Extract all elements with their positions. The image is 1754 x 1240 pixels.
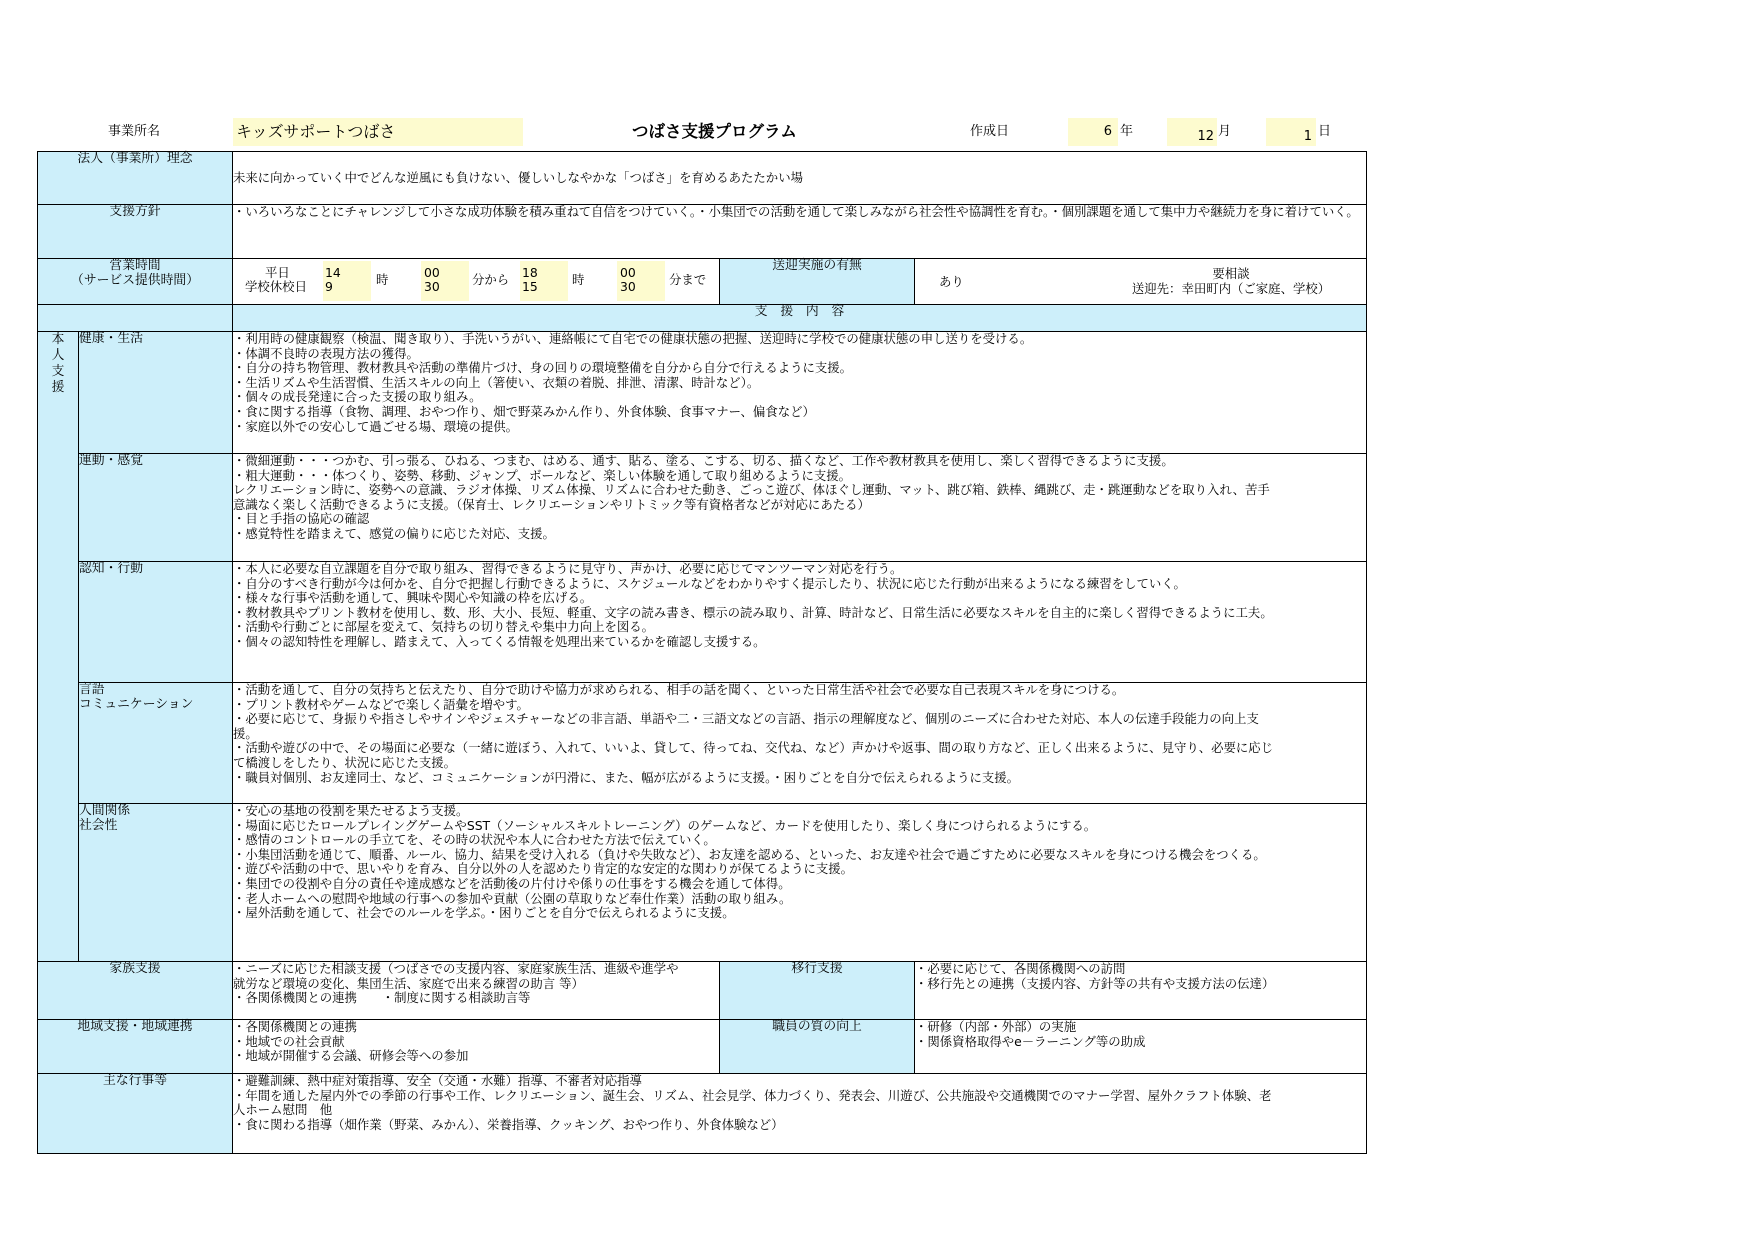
- text-line: ・感覚特性を踏まえて、感覚の偏りに応じた対応、支援。: [233, 525, 555, 541]
- text-line: ・移行先との連携（支援内容、方針等の共有や支援方法の伝達）: [915, 975, 1275, 991]
- text-line: 援。: [233, 725, 258, 741]
- hours-cell: [233, 259, 720, 305]
- transport-note1: 要相談: [1212, 265, 1250, 281]
- category-motor-text: [233, 454, 1367, 562]
- category-row: [38, 804, 1367, 962]
- events-label: 主な行事等: [38, 1074, 233, 1154]
- text-line: ・プリント教材やゲームなどで楽しく語彙を増やす。: [233, 696, 529, 712]
- category-name: 認知・行動: [79, 561, 143, 576]
- text-line: ・年間を通した屋内外での季節の行事や工作、レクリエーション、誕生会、リズム、社会見学、体力づくり、発表会、川遊び、公共施設や交通機関でのマナー学習、屋外クラフト体験、老: [233, 1087, 1272, 1103]
- philosophy-text: 未来に向かっていく中でどんな逆風にも負けない、優しいしなやかな「つばさ」を育めるあたたかい場: [233, 152, 1367, 205]
- category-row: [38, 332, 1367, 454]
- text-line: ・研修（内部・外部）の実施: [915, 1019, 1077, 1034]
- hours-label-line2: （サービス提供時間）: [71, 272, 199, 288]
- office-name: キッズサポートつばさ: [233, 118, 523, 146]
- category-social-text: [233, 804, 1367, 962]
- community-text: [233, 1020, 720, 1074]
- text-line: ・体調不良時の表現方法の獲得。: [233, 345, 419, 361]
- category-name: 健康・生活: [79, 331, 143, 346]
- category-cognition-label: [79, 562, 233, 683]
- holiday-end-min: 30: [620, 279, 636, 294]
- policy-text: ・いろいろなことにチャレンジして小さな成功体験を積み重ねて自信をつけていく。・小集団での活動を通して楽しみながら社会性や協調性を育む。・個別課題を通して集中力や継続力を身に着けていく。: [233, 205, 1367, 259]
- category-name: 運動・感覚: [79, 453, 143, 468]
- transport-value: あり: [939, 273, 964, 289]
- text-line: ・様々な行事や活動を通して、興味や関心や知識の枠を広げる。: [233, 590, 593, 606]
- family-text: [233, 962, 720, 1020]
- category-name: コミュニケーション: [79, 696, 194, 712]
- program-title: つばさ支援プログラム: [632, 122, 797, 141]
- category-language-label: [79, 683, 233, 804]
- category-name: 人間関係: [79, 803, 131, 818]
- holiday-start-hour: 9: [325, 279, 333, 294]
- text-line: レクリエーション時に、姿勢への意識、ラジオ体操、リズム体操、リズムに合わせた動き、ごっこ遊び、体ほぐし運動、マット、跳び箱、鉄棒、縄跳び、走・跳運動などを取り入れ、苦手: [233, 482, 1270, 498]
- support-program-table: [37, 151, 1367, 1154]
- text-line: ・食に関する指導（食物、調理、おやつ作り、畑で野菜みかん作り、外食体験、食事マナー、偏食など）: [233, 403, 815, 419]
- day-unit: 日: [1318, 124, 1332, 139]
- holiday-label: 学校休校日: [245, 279, 307, 294]
- text-line: ・必要に応じて、身振りや指さしやサインやジェスチャーなどの非言語、単語や二・三語文などの言語、指示の理解度など、個別のニーズに合わせた対応、本人の伝達手段能力の向上支: [233, 711, 1259, 727]
- text-line: ・集団での役割や自分の責任や達成感などを活動後の片付けや係りの仕事をする機会を通して体得。: [233, 875, 791, 891]
- category-row: [38, 454, 1367, 562]
- text-line: ・地域での社会貢献: [233, 1033, 345, 1049]
- self-support-char: 本: [51, 332, 65, 347]
- text-line: ・小集団活動を通じて、順番、ルール、協力、結果を受け入れる（負けや失敗など）、お友達を認める、といった、お友達や社会で過ごすために必要なスキルを身につける機会をつくる。: [233, 846, 1266, 862]
- category-name: 社会性: [79, 817, 118, 833]
- text-line: 人ホーム慰問 他: [233, 1102, 333, 1118]
- philosophy-row: [38, 152, 1367, 205]
- text-line: ・粗大運動・・・体つくり、姿勢、移動、ジャンプ、ボールなど、楽しい体験を通して取り組めるように支援。: [233, 467, 852, 483]
- date-label: 作成日: [970, 124, 1010, 139]
- text-line: ・安心の基地の役割を果たせるよう支援。: [233, 803, 469, 818]
- text-line: ・場面に応じたロールプレイングゲームやSST（ソーシャルスキルトレーニング）のゲームなど、カードを使用したり、楽しく身につけられるようにする。: [233, 817, 1097, 833]
- staff-label: 職員の質の向上: [720, 1020, 915, 1074]
- category-health-label: [79, 332, 233, 454]
- transport-cell: [915, 259, 1367, 305]
- self-support-char: 援: [51, 380, 65, 395]
- month-unit: 月: [1218, 124, 1232, 139]
- weekday-label: 平日: [265, 265, 290, 280]
- text-line: ・活動を通して、自分の気持ちと伝えたり、自分で助けや協力が求められる、相手の話を聞く、といった日常生活や社会で必要な自己表現スキルを身につける。: [233, 682, 1125, 697]
- weekday-start-min: 00: [424, 265, 440, 280]
- self-support-char: 支: [51, 364, 65, 379]
- weekday-start-hour: 14: [325, 265, 341, 280]
- self-support-label: [38, 332, 79, 962]
- text-line: ・自分のすべき行動が今は何かを、自分で把握し行動できるように、スケジュールなどをわかりやすく提示したり、状況に応じた行動が出来るようになる練習をしていく。: [233, 575, 1186, 591]
- text-line: ・教材教具やプリント教材を使用し、数、形、大小、長短、軽重、文字の読み書き、標示の読み取り、計算、時計など、日常生活に必要なスキルを自主的に楽しく習得できるように工夫。: [233, 604, 1273, 620]
- family-label: 家族支援: [38, 962, 233, 1020]
- policy-row: [38, 205, 1367, 259]
- holiday-start-min: 30: [424, 279, 440, 294]
- office-label: 事業所名: [108, 124, 161, 139]
- month-value: 12: [1197, 129, 1214, 144]
- holiday-end-hour: 15: [522, 279, 538, 294]
- category-social-label: [79, 804, 233, 962]
- self-support-char: 人: [51, 348, 65, 363]
- transport-note2: 送迎先：幸田町内（ご家庭、学校）: [1131, 280, 1331, 296]
- text-line: ・食に関わる指導（畑作業（野菜、みかん）、栄養指導、クッキング、おやつ作り、外食体験など）: [233, 1116, 784, 1132]
- year-unit: 年: [1120, 124, 1134, 139]
- category-language-text: [233, 683, 1367, 804]
- category-row: [38, 562, 1367, 683]
- text-line: ・目と手指の協応の確認: [233, 511, 370, 527]
- transport-label: 送迎実施の有無: [720, 259, 915, 305]
- text-line: ・遊びや活動の中で、思いやりを育み、自分以外の人を認めたり肯定的な安定的な関わりが保てるように支援。: [233, 861, 854, 877]
- category-health-text: [233, 332, 1367, 454]
- community-label: 地域支援・地域連携: [38, 1020, 233, 1074]
- from-label: 分から: [472, 272, 510, 287]
- text-line: ・感情のコントロールの手立てを、その時の状況や本人に合わせた方法で伝えていく。: [233, 832, 716, 848]
- text-line: ・関係資格取得やe－ラーニング等の助成: [915, 1033, 1146, 1049]
- support-header-row: [38, 305, 1367, 332]
- text-line: ・屋外活動を通して、社会でのルールを学ぶ。・困りごとを自分で伝えられるように支援。: [233, 905, 735, 921]
- weekday-end-min: 00: [620, 265, 636, 280]
- text-line: ・老人ホームへの慰問や地域の行事への参加や貢献（公園の草取りなど奉仕作業）活動の取り組み。: [233, 890, 792, 906]
- text-line: ・各関係機関との連携: [233, 1019, 357, 1034]
- text-line: ・ニーズに応じた相談支援（つばさでの支援内容、家庭家族生活、進級や進学や: [233, 961, 679, 976]
- text-line: ・個々の成長発達に合った支援の取り組み。: [233, 389, 482, 405]
- community-staff-row: [38, 1020, 1367, 1074]
- hour-unit-2: 時: [572, 272, 585, 287]
- text-line: ・必要に応じて、各関係機関への訪問: [915, 961, 1126, 976]
- hours-label-line1: 営業時間: [109, 258, 161, 273]
- text-line: ・避難訓練、熱中症対策指導、安全（交通・水難）指導、不審者対応指導: [233, 1073, 642, 1088]
- text-line: ・各関係機関との連携 ・制度に関する相談助言等: [233, 990, 531, 1006]
- text-line: ・本人に必要な自立課題を自分で取り組み、習得できるように見守り、声かけ、必要に応じてマンツーマン対応を行う。: [233, 561, 903, 576]
- text-line: ・生活リズムや生活習慣、生活スキルの向上（箸使い、衣類の着脱、排泄、清潔、時計など）。: [233, 374, 760, 390]
- text-line: 意識なく楽しく活動できるように支援。（保育士、レクリエーションやリトミック等有資格者などが対応にあたる）: [233, 496, 870, 512]
- text-line: ・家庭以外での安心して過ごせる場、環境の提供。: [233, 418, 518, 434]
- transition-label: 移行支援: [720, 962, 915, 1020]
- day-value: 1: [1303, 129, 1312, 144]
- hour-unit-1: 時: [376, 272, 389, 287]
- hours-row: [38, 259, 1367, 305]
- transition-text: [915, 962, 1367, 1020]
- hours-label: [38, 259, 233, 305]
- category-cognition-text: [233, 562, 1367, 683]
- weekday-end-hour: 18: [522, 265, 538, 280]
- events-text: [233, 1074, 1367, 1154]
- staff-text: [915, 1020, 1367, 1074]
- category-row: [38, 683, 1367, 804]
- text-line: ・活動や遊びの中で、その場面に必要な（一緒に遊ぼう、入れて、いいよ、貸して、待ってね、交代ね、など）声かけや返事、間の取り方など、正しく出来るように、見守り、必要に応じ: [233, 740, 1274, 756]
- text-line: ・微細運動・・・つかむ、引っ張る、ひねる、つまむ、はめる、通す、貼る、塗る、こする、切る、描くなど、工作や教材教具を使用し、楽しく習得できるように支援。: [233, 453, 1174, 468]
- family-transition-row: [38, 962, 1367, 1020]
- text-line: ・地域が開催する会議、研修会等への参加: [233, 1048, 469, 1064]
- to-label: 分まで: [669, 272, 707, 287]
- text-line: ・活動や行動ごとに部屋を変えて、気持ちの切り替えや集中力向上を図る。: [233, 619, 655, 635]
- text-line: ・個々の認知特性を理解し、踏まえて、入ってくる情報を処理出来ているかを確認し支援する。: [233, 633, 766, 649]
- text-line: 就労など環境の変化、集団生活、家庭で出来る練習の助言 等）: [233, 975, 584, 991]
- text-line: ・職員対個別、お友達同士、など、コミュニケーションが円滑に、また、幅が広がるように支援。・困りごとを自分で伝えられるように支援。: [233, 769, 1020, 785]
- text-line: ・自分の持ち物管理、教材教具や活動の準備片づけ、身の回りの環境整備を自分から自分で行えるように支援。: [233, 360, 853, 376]
- support-header: 支 援 内 容: [233, 305, 1367, 332]
- policy-label: 支援方針: [38, 205, 233, 259]
- category-motor-label: [79, 454, 233, 562]
- year-value: 6: [1103, 124, 1112, 139]
- philosophy-label: 法人（事業所）理念: [38, 152, 233, 205]
- text-line: て橋渡しをしたり、状況に応じた支援。: [233, 754, 457, 770]
- support-header-blank: [38, 305, 233, 332]
- category-name: 言語: [79, 682, 105, 697]
- events-row: [38, 1074, 1367, 1154]
- text-line: ・利用時の健康観察（検温、聞き取り）、手洗いうがい、連絡帳にて自宅での健康状態の把握、送迎時に学校での健康状態の申し送りを受ける。: [233, 331, 1033, 346]
